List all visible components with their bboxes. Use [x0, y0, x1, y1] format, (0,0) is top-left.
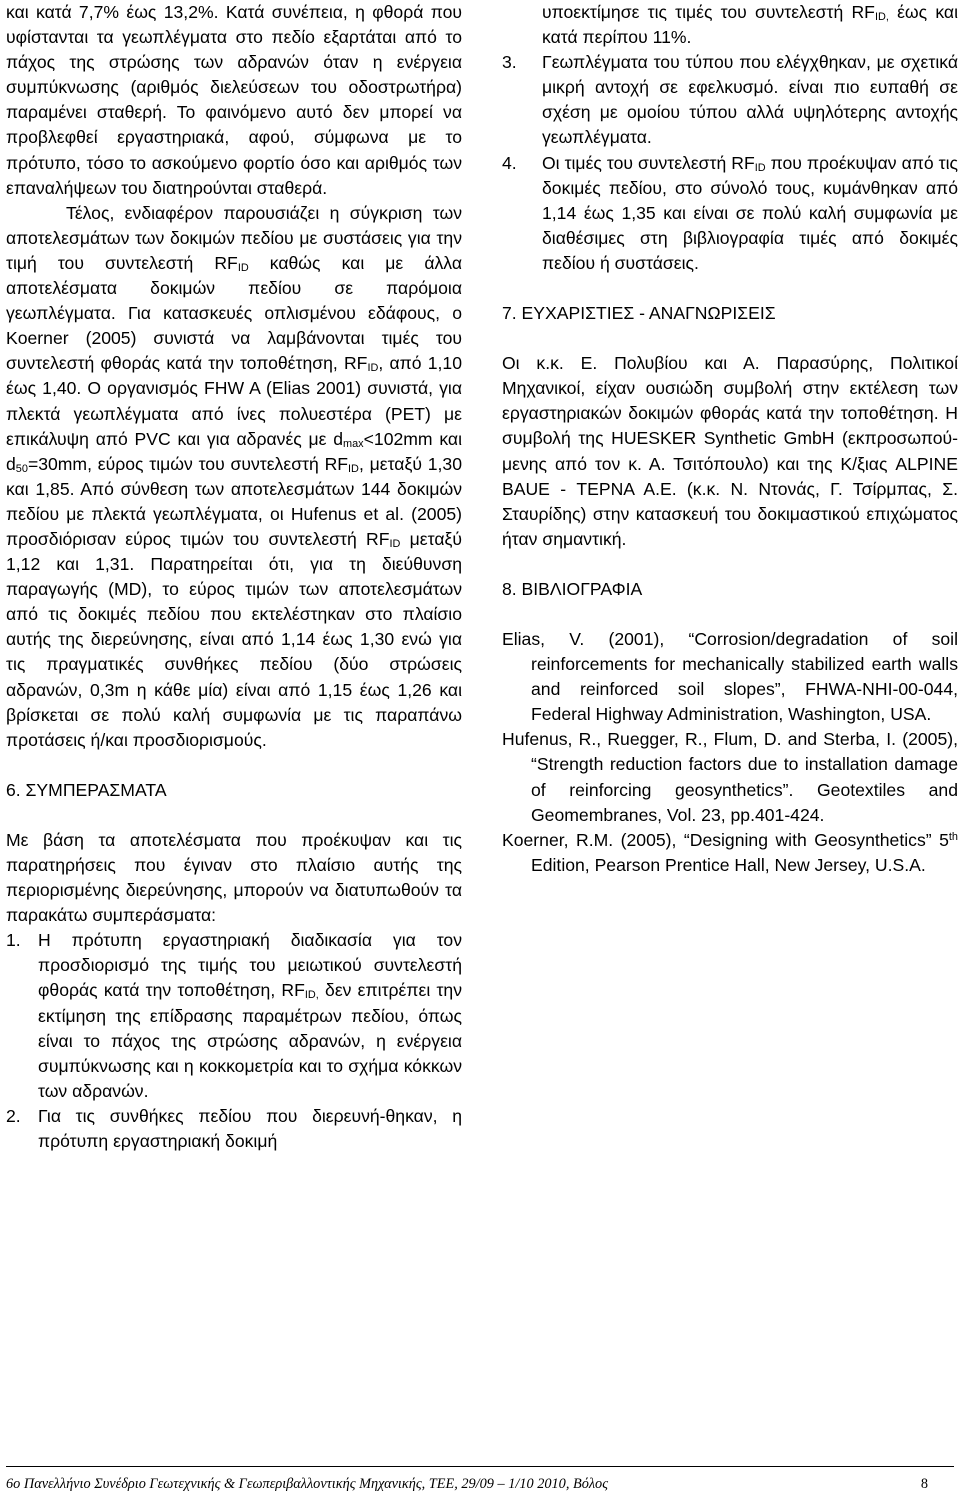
- footer-divider: [6, 1466, 954, 1467]
- page-footer: [6, 1474, 954, 1494]
- section-heading-conclusions: 6. ΣΥΜΠΕΡΑΣΜΑΤΑ: [6, 779, 167, 800]
- paragraph-comparison: Τέλος, ενδιαφέρον παρουσιάζει η σύγκριση των αποτελεσμάτων των δοκιμών πεδίου με συστάσεις για την τιμή του συντελεστή $RF_{ID}$ καθώς και με άλλα αποτελέσματα δοκιμών πεδίου σε παρόμοια γεωπλέγματα. Για κατασκευές οπλισμένου εδάφους, ο Koerner (2005) συνιστά να λαμβάνονται τιμές του συντελεστή φθοράς κατά την τοποθέτηση, $RF_{ID}$, από 1,10 έως 1,40. Ο οργανισμός FHW A (Elias 2001) συνιστά, για πλεκτά γεωπλέγματα από ίνες πολυεστέρα (PET) με επικάλυψη από PVC και για αδρανές με $d_{max}<102mm$ και $d_{50}=30mm$, εύρος τιμών του συντελεστή $RF_{ID}$, μεταξύ 1,30 και 1,85. Από σύνθεση των αποτελεσμάτων 144 δοκιμών πεδίου με πλεκτά γεωπλέγματα, οι Hufenus et al. (2005) προσδιόρισαν εύρος τιμών του συντελεστή $RF_{ID}$ μεταξύ 1,12 και 1,31. Παρατηρείται ότι, για τη διεύθυνση παραγωγής (MD), το εύρος τιμών των αποτελεσμάτων από τις δοκιμές πεδίου που εκτελέστηκαν στο πλαίσιο αυτής της διερεύνησης, είναι από 1,14 έως 1,30 ενώ για τις πραγματικές συνθήκες πεδίου (δύο στρώσεις αδρανών, 0,3m η κάθε μία) είναι από 1,15 έως 1,26 και βρίσκεται σε πολύ καλή συμφωνία με τις παραπάνω προτάσεις ή/και προσδιορισμούς.: [6, 202, 462, 750]
- right-column: [502, 0, 958, 878]
- left-column: [6, 0, 462, 1154]
- list-item: 2. Για τις συνθήκες πεδίου που διερευνή-θηκαν, η πρότυπη εργαστηριακή δοκιμή: [6, 1105, 462, 1152]
- conclusions-list: [6, 928, 462, 1154]
- list-item: 3. Γεωπλέγματα του τύπου που ελέγχθηκαν, με σχετικά μικρή αντοχή σε εφελκυσμό. είναι πιο ευπαθή σε σχέση με ομοίου τύπου αλλά υψηλότερης αντοχής γεωπλέγματα.: [502, 52, 958, 148]
- footer-conference-title: 6ο Πανελλήνιο Συνέδριο Γεωτεχνικής & Γεωπεριβαλλοντικής Μηχανικής, ΤΕΕ, 29/09 – 1/10 2010, Βόλος: [6, 1476, 608, 1492]
- reference-item: Hufenus, R., Ruegger, R., Flum, D. and Sterba, I. (2005), “Strength reduction factors due to installation damage of reinforcing geosynthetics”. Geotextiles and Geomembranes, Vol. 23, pp.401-424.: [502, 729, 958, 825]
- paragraph-acknowledgements: Οι κ.κ. Ε. Πολυβίου και Α. Παρασύρης, Πολιτικοί Μηχανικοί, είχαν ουσιώδη συμβολή στην εκτέλεση των εργαστηριακών δοκιμών φθοράς κατά την τοποθέτηση. Η συμβολή της HUESKER Synthetic GmbH (εκπροσωπού-μενης από τον κ. Α. Τσιτόπουλο) και της Κ/ξιας ALPINE BAUE - ΤΕΡΝΑ Α.Ε. (κ.κ. Ν. Ντονάς, Γ. Τσίρμπας, Σ. Σταυρίδης) στην κατασκευή του δοκιμαστικού επιχώματος ήταν σημαντική.: [502, 353, 958, 549]
- list-item: 1. Η πρότυπη εργαστηριακή διαδικασία για τον προσδιορισμό της τιμής του μειωτικού συντελεστή φθοράς κατά την τοποθέτηση, $RF_{ID,}$ δεν επιτρέπει την εκτίμηση της επίδρασης παραμέτρων πεδίου, όπως είναι το πάχος της στρώσης αδρανών, η ενέργεια συμπύκνωσης και η κοκκομετρία και το σχήμα κόκκων των αδρανών.: [6, 930, 462, 1101]
- reference-item: Koerner, R.M. (2005), “Designing with Geosynthetics” 5th Edition, Pearson Prentice Hall, New Jersey, U.S.A.: [502, 829, 958, 875]
- list-item: υποεκτίμησε τις τιμές του συντελεστή $RF_{ID,}$ έως και κατά περίπου 11%.: [542, 2, 958, 48]
- page-number: 8: [920, 1476, 928, 1492]
- section-heading-acknowledgements: 7. ΕΥΧΑΡΙΣΤΙΕΣ - ΑΝΑΓΝΩΡΙΣΕΙΣ: [502, 303, 776, 324]
- paragraph-conclusions-intro: Με βάση τα αποτελέσματα που προέκυψαν και τις παρατηρήσεις που έγιναν στο πλαίσιο αυτής της περιορισμένης διερεύνησης, μπορούν να διατυπωθούν τα παρακάτω συμπεράσματα:: [6, 829, 462, 926]
- section-heading-references: 8. ΒΙΒΛΙΟΓΡΑΦΙΑ: [502, 578, 643, 599]
- reference-item: Elias, V. (2001), “Corrosion/degradation of soil reinforcements for mechanically stabilized earth walls and reinforced soil slopes”, FHWA-NHI-00-044, Federal Highway Administration, Washington, USA.: [502, 628, 958, 725]
- conclusions-list-continued: [502, 0, 958, 276]
- paragraph-field-damage: και κατά 7,7% έως 13,2%. Κατά συνέπεια, η φθορά που υφίστανται τα γεωπλέγματα στο πεδίο εξαρτάται από το πάχος της στρώσης των αδρανών όταν η ενέργεια συμπύκνωσης (αριθμός διελεύσεων του οδοστρωτήρα) παραμένει σταθερή. Το φαινόμενο αυτό δεν μπορεί να προβλεφθεί εργαστηριακά, αφού, σύμφωνα με το πρότυπο, τόσο το ασκούμενο φορτίο όσο και αριθμός των επαναλήψεων του διατηρούνται σταθερά.: [6, 2, 462, 198]
- list-item: 4. Οι τιμές του συντελεστή $RF_{ID}$ που προέκυψαν από τις δοκιμές πεδίου, στο σύνολό τους, κυμάνθηκαν από 1,14 έως 1,35 και είναι σε πολύ καλή συμφωνία με διαθέσιμες στη βιβλιογραφία τιμές από δοκιμές πεδίου ή συστάσεις.: [502, 152, 958, 273]
